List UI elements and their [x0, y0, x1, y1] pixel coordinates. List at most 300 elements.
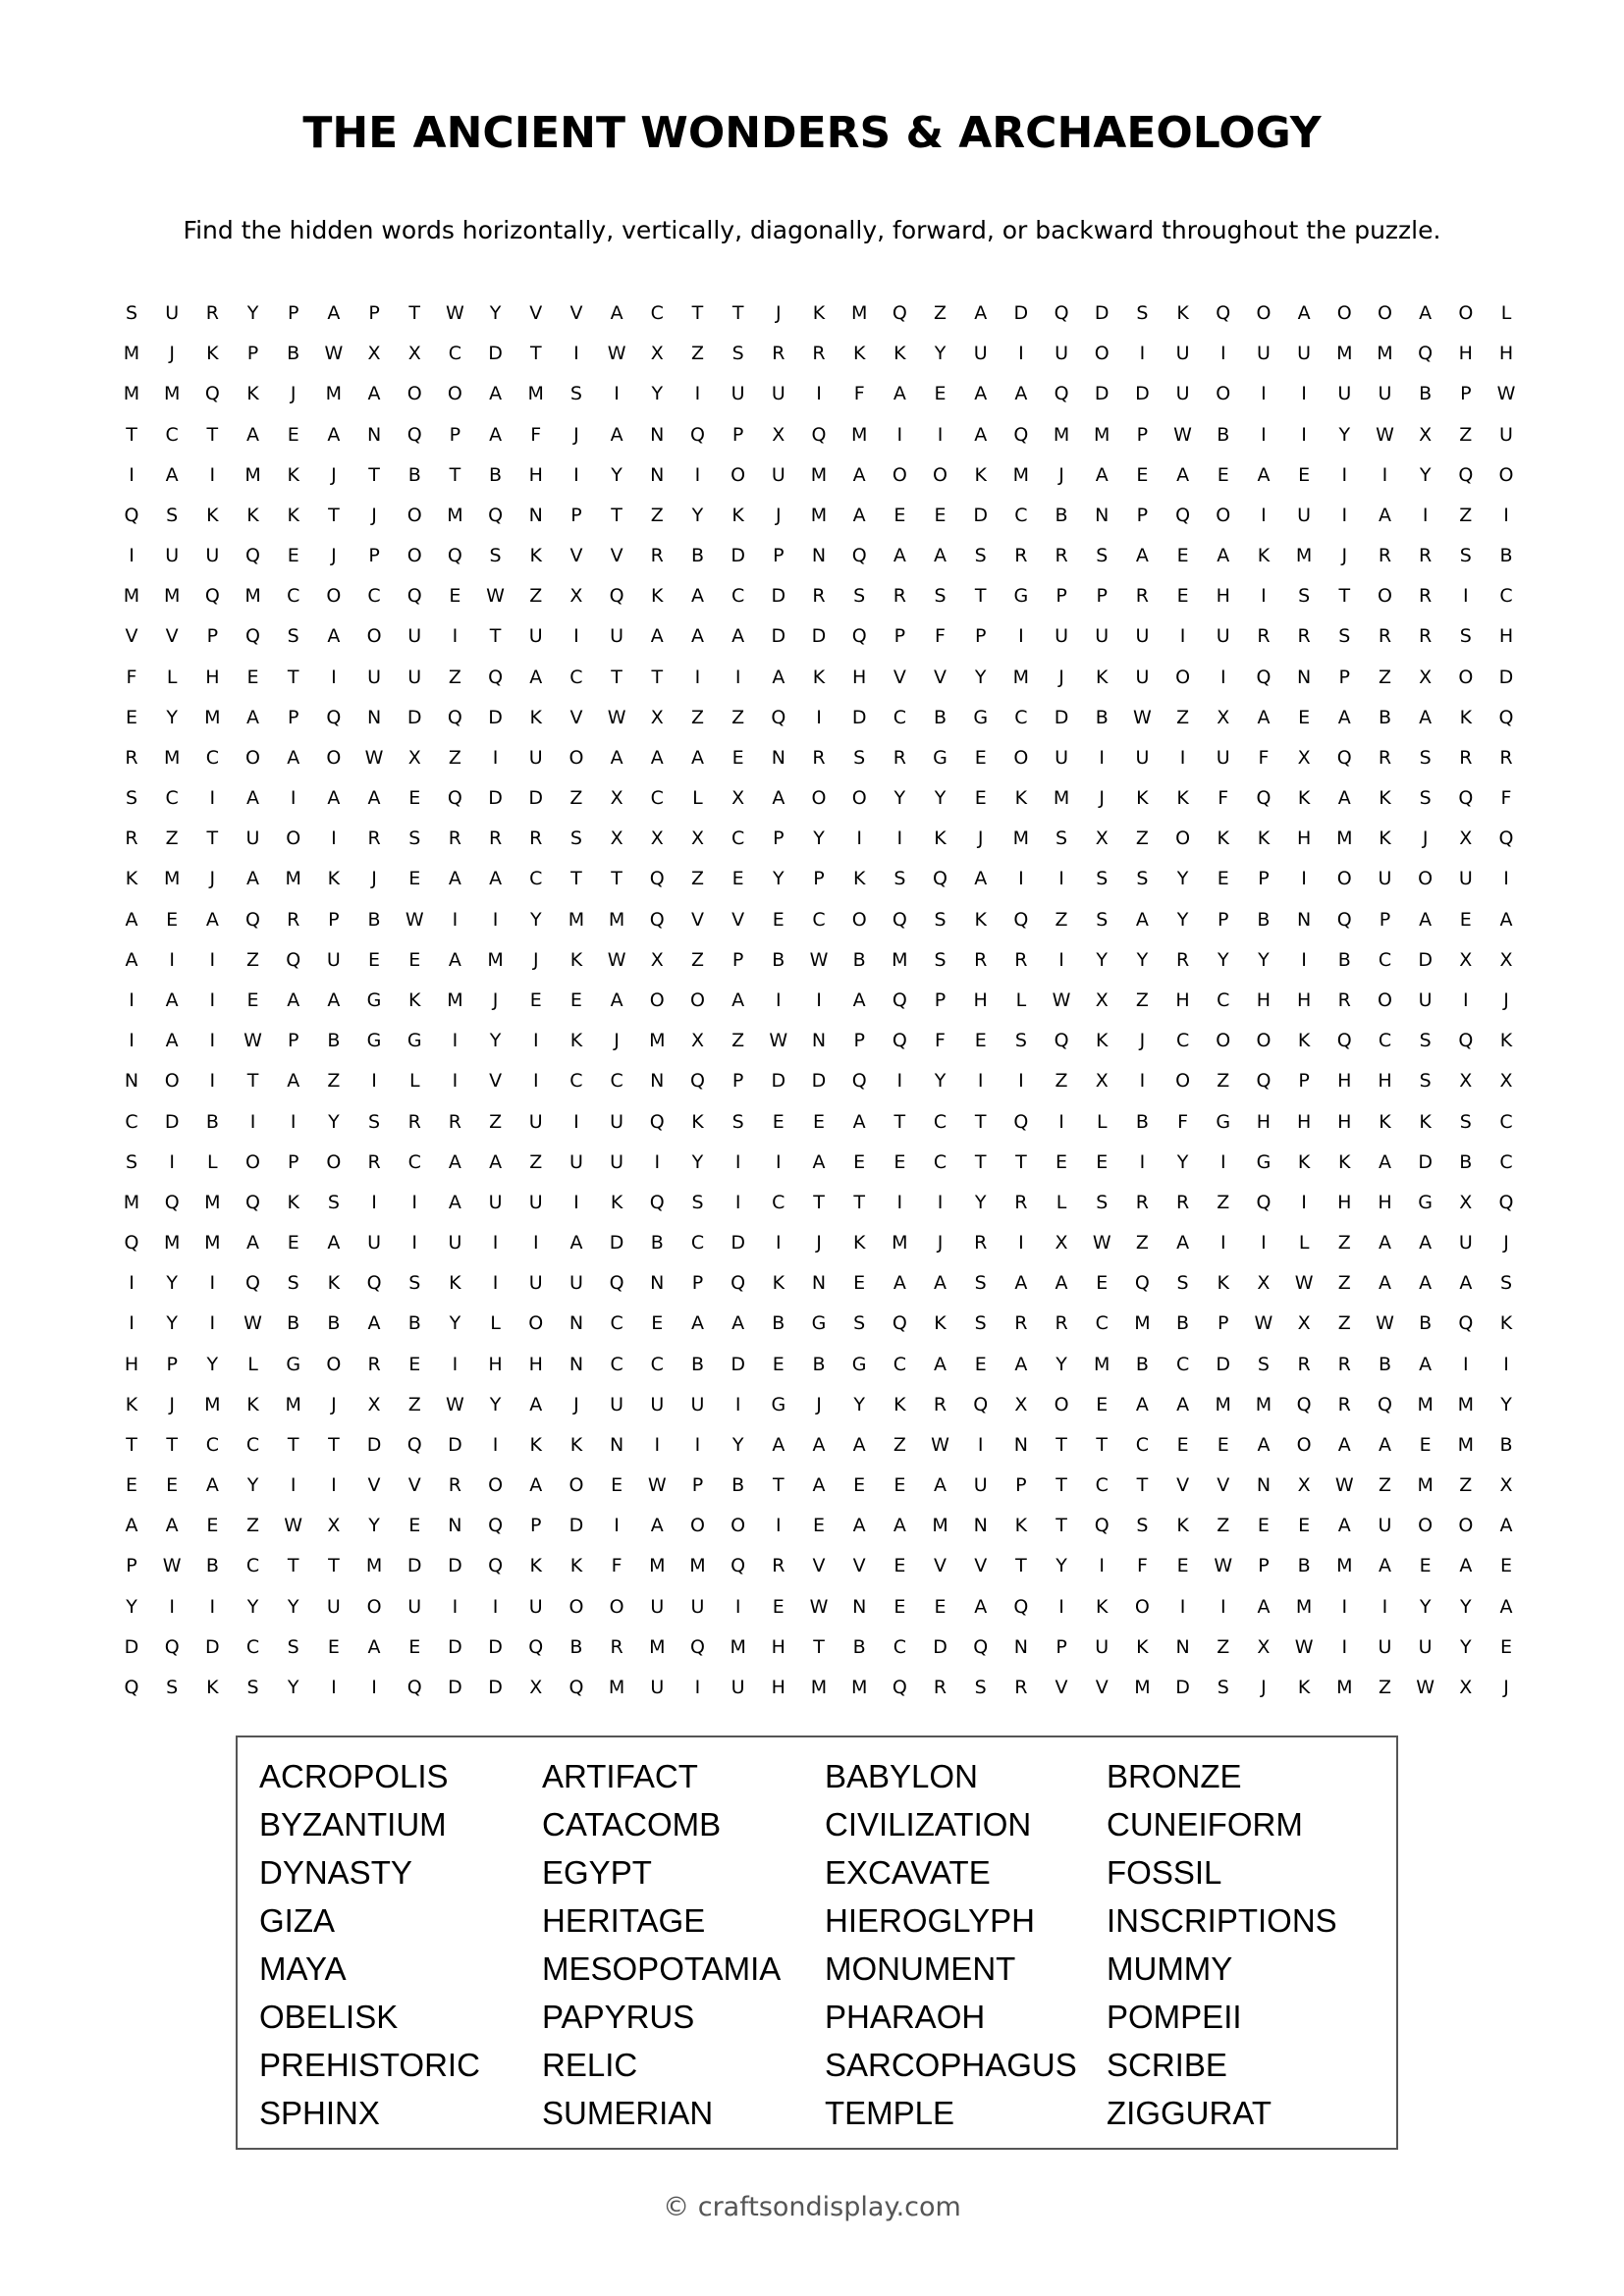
- grid-letter[interactable]: M: [568, 908, 585, 931]
- grid-letter[interactable]: R: [1014, 1677, 1028, 1698]
- grid-letter[interactable]: B: [407, 463, 421, 486]
- grid-letter[interactable]: I: [532, 1232, 539, 1255]
- grid-letter[interactable]: I: [816, 383, 822, 405]
- grid-letter[interactable]: P: [691, 1272, 704, 1295]
- grid-letter[interactable]: J: [1058, 666, 1064, 688]
- grid-letter[interactable]: Q: [689, 1070, 705, 1093]
- grid-letter[interactable]: R: [812, 343, 826, 365]
- grid-letter[interactable]: I: [776, 1232, 782, 1255]
- grid-letter[interactable]: Q: [892, 1312, 907, 1335]
- grid-letter[interactable]: Y: [1056, 1353, 1067, 1375]
- grid-letter[interactable]: Q: [528, 1635, 544, 1658]
- grid-letter[interactable]: D: [609, 1232, 624, 1255]
- grid-letter[interactable]: I: [694, 463, 701, 486]
- grid-letter[interactable]: C: [893, 706, 906, 728]
- grid-letter[interactable]: N: [650, 423, 665, 446]
- grid-letter[interactable]: L: [1298, 1232, 1310, 1255]
- grid-letter[interactable]: Z: [1459, 504, 1473, 526]
- grid-letter[interactable]: L: [166, 666, 178, 688]
- grid-letter[interactable]: K: [812, 666, 826, 688]
- grid-letter[interactable]: A: [610, 423, 623, 446]
- grid-letter[interactable]: O: [568, 1474, 584, 1497]
- grid-letter[interactable]: E: [853, 1272, 866, 1295]
- grid-letter[interactable]: Q: [164, 1191, 180, 1213]
- grid-letter[interactable]: M: [163, 868, 181, 890]
- grid-letter[interactable]: O: [731, 1515, 746, 1537]
- grid-letter[interactable]: R: [1014, 948, 1028, 971]
- grid-letter[interactable]: A: [529, 1393, 543, 1415]
- grid-letter[interactable]: U: [528, 625, 543, 648]
- grid-letter[interactable]: A: [1176, 1393, 1190, 1415]
- grid-letter[interactable]: Q: [1256, 666, 1272, 688]
- grid-letter[interactable]: I: [452, 1595, 459, 1618]
- grid-letter[interactable]: O: [326, 585, 342, 608]
- grid-letter[interactable]: E: [1499, 1555, 1512, 1577]
- grid-letter[interactable]: Q: [609, 585, 624, 608]
- grid-letter[interactable]: D: [1418, 948, 1433, 971]
- grid-letter[interactable]: T: [974, 585, 987, 608]
- grid-letter[interactable]: A: [1378, 1150, 1391, 1173]
- grid-letter[interactable]: M: [204, 706, 221, 728]
- grid-letter[interactable]: M: [892, 948, 908, 971]
- grid-letter[interactable]: A: [327, 989, 341, 1011]
- grid-letter[interactable]: R: [529, 828, 543, 850]
- grid-letter[interactable]: B: [933, 706, 947, 728]
- grid-letter[interactable]: D: [448, 1635, 462, 1658]
- grid-letter[interactable]: C: [205, 1433, 219, 1456]
- grid-letter[interactable]: X: [1459, 1191, 1473, 1213]
- grid-letter[interactable]: M: [447, 504, 463, 526]
- grid-letter[interactable]: O: [406, 504, 422, 526]
- grid-letter[interactable]: T: [166, 1433, 178, 1456]
- grid-letter[interactable]: Y: [206, 1353, 219, 1375]
- grid-letter[interactable]: I: [1099, 1555, 1106, 1577]
- grid-letter[interactable]: Z: [1217, 1635, 1230, 1658]
- grid-letter[interactable]: E: [974, 746, 987, 769]
- grid-letter[interactable]: C: [1014, 706, 1028, 728]
- grid-letter[interactable]: E: [1096, 1150, 1109, 1173]
- grid-letter[interactable]: I: [734, 666, 741, 688]
- grid-letter[interactable]: V: [489, 1070, 503, 1093]
- grid-letter[interactable]: B: [690, 545, 704, 567]
- grid-letter[interactable]: N: [1297, 666, 1312, 688]
- grid-letter[interactable]: Y: [287, 1677, 299, 1698]
- grid-letter[interactable]: P: [1056, 1635, 1067, 1658]
- grid-letter[interactable]: E: [1217, 1433, 1229, 1456]
- grid-letter[interactable]: R: [1014, 545, 1028, 567]
- grid-letter[interactable]: S: [1136, 1515, 1149, 1537]
- grid-letter[interactable]: N: [811, 1272, 827, 1295]
- grid-letter[interactable]: T: [611, 666, 623, 688]
- grid-letter[interactable]: P: [1379, 908, 1391, 931]
- grid-letter[interactable]: G: [1013, 585, 1029, 608]
- grid-letter[interactable]: M: [892, 1232, 908, 1255]
- grid-letter[interactable]: G: [366, 1030, 382, 1052]
- grid-letter[interactable]: B: [1378, 1353, 1391, 1375]
- grid-letter[interactable]: P: [773, 545, 785, 567]
- grid-letter[interactable]: D: [528, 787, 544, 810]
- grid-letter[interactable]: E: [246, 666, 259, 688]
- grid-letter[interactable]: E: [1217, 463, 1229, 486]
- grid-letter[interactable]: A: [852, 1433, 866, 1456]
- grid-letter[interactable]: U: [1055, 343, 1068, 365]
- grid-letter[interactable]: A: [1419, 1232, 1433, 1255]
- grid-letter[interactable]: Q: [1256, 787, 1272, 810]
- grid-letter[interactable]: A: [489, 383, 503, 405]
- grid-letter[interactable]: I: [1261, 423, 1267, 446]
- grid-letter[interactable]: N: [650, 1272, 665, 1295]
- grid-letter[interactable]: D: [488, 1635, 503, 1658]
- grid-letter[interactable]: Q: [1054, 383, 1069, 405]
- grid-letter[interactable]: I: [492, 1272, 499, 1295]
- grid-letter[interactable]: I: [129, 989, 135, 1011]
- grid-letter[interactable]: Q: [649, 1110, 665, 1133]
- grid-letter[interactable]: I: [290, 1474, 297, 1497]
- grid-letter[interactable]: R: [367, 1353, 381, 1375]
- grid-letter[interactable]: Q: [1175, 504, 1191, 526]
- grid-letter[interactable]: R: [1459, 746, 1473, 769]
- grid-letter[interactable]: W: [1052, 989, 1071, 1011]
- grid-letter[interactable]: E: [368, 948, 381, 971]
- grid-letter[interactable]: A: [246, 868, 260, 890]
- grid-letter[interactable]: R: [1175, 948, 1190, 971]
- grid-letter[interactable]: M: [285, 868, 301, 890]
- grid-letter[interactable]: S: [1499, 1272, 1513, 1295]
- grid-letter[interactable]: I: [1018, 625, 1024, 648]
- grid-letter[interactable]: Q: [568, 1677, 584, 1698]
- grid-letter[interactable]: C: [569, 1070, 583, 1093]
- grid-letter[interactable]: A: [205, 908, 219, 931]
- grid-letter[interactable]: U: [650, 1677, 665, 1698]
- grid-letter[interactable]: B: [772, 948, 785, 971]
- grid-letter[interactable]: Y: [1419, 1595, 1432, 1618]
- grid-letter[interactable]: U: [610, 625, 624, 648]
- grid-letter[interactable]: T: [126, 1433, 137, 1456]
- grid-letter[interactable]: F: [853, 383, 865, 405]
- grid-letter[interactable]: W: [1334, 1474, 1354, 1497]
- grid-letter[interactable]: Z: [1217, 1191, 1230, 1213]
- grid-letter[interactable]: D: [731, 545, 745, 567]
- grid-letter[interactable]: Q: [366, 1272, 382, 1295]
- grid-letter[interactable]: B: [731, 1474, 745, 1497]
- grid-letter[interactable]: K: [529, 1555, 542, 1577]
- grid-letter[interactable]: R: [812, 746, 826, 769]
- grid-letter[interactable]: Y: [368, 1515, 380, 1537]
- grid-letter[interactable]: K: [287, 1191, 299, 1213]
- grid-letter[interactable]: S: [408, 1272, 421, 1295]
- grid-letter[interactable]: E: [974, 1030, 987, 1052]
- grid-letter[interactable]: S: [1096, 908, 1109, 931]
- grid-letter[interactable]: W: [607, 948, 626, 971]
- grid-letter[interactable]: U: [528, 1191, 543, 1213]
- grid-letter[interactable]: J: [1139, 1030, 1146, 1052]
- grid-letter[interactable]: I: [1058, 1110, 1064, 1133]
- grid-letter[interactable]: B: [1378, 706, 1391, 728]
- grid-letter[interactable]: O: [1256, 302, 1272, 324]
- grid-letter[interactable]: W: [486, 585, 505, 608]
- grid-letter[interactable]: K: [893, 1393, 906, 1415]
- grid-letter[interactable]: A: [1135, 545, 1149, 567]
- grid-letter[interactable]: F: [1500, 787, 1512, 810]
- grid-letter[interactable]: A: [1499, 1515, 1513, 1537]
- grid-letter[interactable]: A: [569, 1232, 583, 1255]
- grid-letter[interactable]: A: [1499, 1595, 1513, 1618]
- grid-letter[interactable]: V: [934, 1555, 947, 1577]
- grid-letter[interactable]: S: [1257, 1353, 1270, 1375]
- grid-letter[interactable]: I: [209, 1070, 216, 1093]
- grid-letter[interactable]: M: [850, 423, 868, 446]
- grid-letter[interactable]: A: [1217, 545, 1230, 567]
- grid-letter[interactable]: Q: [1418, 343, 1434, 365]
- grid-letter[interactable]: Z: [934, 302, 947, 324]
- grid-letter[interactable]: K: [691, 1110, 704, 1133]
- grid-letter[interactable]: A: [1055, 1272, 1068, 1295]
- grid-letter[interactable]: Q: [1498, 1191, 1514, 1213]
- grid-letter[interactable]: K: [934, 1312, 947, 1335]
- grid-letter[interactable]: I: [371, 1677, 377, 1698]
- grid-letter[interactable]: K: [974, 908, 987, 931]
- grid-letter[interactable]: B: [367, 908, 381, 931]
- grid-letter[interactable]: Q: [1013, 1595, 1029, 1618]
- grid-letter[interactable]: Q: [1094, 1515, 1110, 1537]
- grid-letter[interactable]: N: [650, 1070, 665, 1093]
- grid-letter[interactable]: Q: [892, 908, 907, 931]
- grid-letter[interactable]: A: [367, 787, 381, 810]
- grid-letter[interactable]: A: [772, 1433, 785, 1456]
- grid-letter[interactable]: Z: [690, 868, 704, 890]
- grid-letter[interactable]: U: [488, 1191, 503, 1213]
- grid-letter[interactable]: Q: [488, 504, 504, 526]
- grid-letter[interactable]: U: [165, 545, 180, 567]
- grid-letter[interactable]: U: [326, 948, 341, 971]
- grid-letter[interactable]: C: [1499, 1110, 1513, 1133]
- grid-letter[interactable]: I: [1381, 1595, 1388, 1618]
- grid-letter[interactable]: S: [569, 828, 582, 850]
- grid-letter[interactable]: C: [731, 585, 745, 608]
- grid-letter[interactable]: A: [934, 545, 947, 567]
- grid-letter[interactable]: P: [530, 1515, 542, 1537]
- grid-letter[interactable]: S: [974, 1312, 987, 1335]
- grid-letter[interactable]: X: [1459, 1070, 1473, 1093]
- grid-letter[interactable]: A: [205, 1474, 219, 1497]
- grid-letter[interactable]: Y: [166, 1272, 178, 1295]
- grid-letter[interactable]: I: [129, 463, 135, 486]
- grid-letter[interactable]: E: [569, 989, 582, 1011]
- grid-letter[interactable]: Y: [611, 463, 623, 486]
- grid-letter[interactable]: Z: [1459, 423, 1473, 446]
- grid-letter[interactable]: C: [407, 1150, 421, 1173]
- grid-letter[interactable]: H: [1256, 1110, 1272, 1133]
- grid-letter[interactable]: O: [568, 1595, 584, 1618]
- grid-letter[interactable]: E: [1257, 1515, 1270, 1537]
- grid-letter[interactable]: S: [368, 1110, 381, 1133]
- grid-letter[interactable]: C: [569, 666, 583, 688]
- grid-letter[interactable]: A: [1378, 504, 1391, 526]
- grid-letter[interactable]: R: [1419, 625, 1433, 648]
- grid-letter[interactable]: I: [694, 666, 701, 688]
- grid-letter[interactable]: V: [569, 706, 583, 728]
- grid-letter[interactable]: T: [813, 1191, 825, 1213]
- grid-letter[interactable]: O: [1216, 1030, 1231, 1052]
- grid-letter[interactable]: Q: [731, 1555, 746, 1577]
- grid-letter[interactable]: U: [407, 625, 422, 648]
- grid-letter[interactable]: X: [772, 423, 785, 446]
- grid-letter[interactable]: H: [1378, 1070, 1392, 1093]
- grid-letter[interactable]: K: [125, 868, 138, 890]
- grid-letter[interactable]: B: [1095, 706, 1109, 728]
- grid-letter[interactable]: M: [204, 1191, 221, 1213]
- grid-letter[interactable]: A: [934, 1353, 947, 1375]
- grid-letter[interactable]: Q: [245, 545, 260, 567]
- grid-letter[interactable]: B: [1419, 1312, 1433, 1335]
- grid-letter[interactable]: D: [1418, 1150, 1433, 1173]
- grid-letter[interactable]: M: [1417, 1474, 1434, 1497]
- grid-letter[interactable]: I: [1341, 504, 1348, 526]
- grid-letter[interactable]: A: [1014, 383, 1028, 405]
- grid-letter[interactable]: A: [610, 302, 623, 324]
- grid-letter[interactable]: Y: [731, 1433, 744, 1456]
- grid-letter[interactable]: T: [246, 1070, 259, 1093]
- grid-letter[interactable]: Z: [246, 948, 260, 971]
- grid-letter[interactable]: H: [771, 1635, 785, 1658]
- grid-letter[interactable]: M: [487, 948, 504, 971]
- grid-letter[interactable]: E: [893, 1150, 906, 1173]
- grid-letter[interactable]: D: [731, 1232, 745, 1255]
- grid-letter[interactable]: A: [1337, 1433, 1351, 1456]
- grid-letter[interactable]: Q: [406, 423, 422, 446]
- grid-letter[interactable]: P: [691, 1474, 704, 1497]
- grid-letter[interactable]: W: [364, 746, 384, 769]
- grid-letter[interactable]: E: [1298, 463, 1311, 486]
- grid-letter[interactable]: Y: [934, 343, 947, 365]
- grid-letter[interactable]: X: [1459, 1677, 1473, 1698]
- grid-letter[interactable]: Y: [1176, 1150, 1189, 1173]
- grid-letter[interactable]: I: [694, 383, 701, 405]
- grid-letter[interactable]: M: [1094, 1353, 1110, 1375]
- grid-letter[interactable]: O: [1094, 343, 1110, 365]
- grid-letter[interactable]: D: [448, 1433, 462, 1456]
- grid-letter[interactable]: G: [973, 706, 989, 728]
- grid-letter[interactable]: C: [245, 1635, 260, 1658]
- grid-letter[interactable]: I: [452, 1353, 459, 1375]
- grid-letter[interactable]: C: [165, 787, 179, 810]
- grid-letter[interactable]: E: [651, 1312, 664, 1335]
- grid-letter[interactable]: I: [1503, 504, 1509, 526]
- grid-letter[interactable]: I: [1341, 1635, 1348, 1658]
- grid-letter[interactable]: E: [812, 1515, 825, 1537]
- grid-letter[interactable]: O: [568, 746, 584, 769]
- grid-letter[interactable]: E: [772, 1595, 785, 1618]
- grid-letter[interactable]: D: [488, 706, 503, 728]
- grid-letter[interactable]: K: [852, 868, 866, 890]
- grid-letter[interactable]: C: [933, 1110, 947, 1133]
- grid-letter[interactable]: R: [933, 1393, 947, 1415]
- grid-letter[interactable]: U: [731, 1677, 745, 1698]
- grid-letter[interactable]: E: [893, 504, 906, 526]
- grid-letter[interactable]: B: [650, 1232, 664, 1255]
- grid-letter[interactable]: Q: [245, 908, 260, 931]
- grid-letter[interactable]: I: [734, 1150, 741, 1173]
- grid-letter[interactable]: Q: [1256, 1191, 1272, 1213]
- grid-letter[interactable]: T: [1015, 1555, 1027, 1577]
- grid-letter[interactable]: N: [811, 545, 827, 567]
- grid-letter[interactable]: L: [1056, 1191, 1067, 1213]
- grid-letter[interactable]: Q: [1336, 908, 1352, 931]
- grid-letter[interactable]: K: [934, 828, 947, 850]
- grid-letter[interactable]: R: [1419, 545, 1433, 567]
- grid-letter[interactable]: M: [1012, 828, 1030, 850]
- grid-letter[interactable]: R: [1014, 1312, 1028, 1335]
- grid-letter[interactable]: V: [1176, 1474, 1190, 1497]
- grid-letter[interactable]: S: [166, 1677, 179, 1698]
- grid-letter[interactable]: Y: [893, 787, 906, 810]
- grid-letter[interactable]: M: [204, 1393, 221, 1415]
- grid-letter[interactable]: P: [1218, 908, 1229, 931]
- grid-letter[interactable]: U: [1135, 666, 1150, 688]
- grid-letter[interactable]: B: [287, 1312, 300, 1335]
- grid-letter[interactable]: J: [169, 1393, 175, 1415]
- grid-letter[interactable]: Y: [1500, 1393, 1512, 1415]
- grid-letter[interactable]: U: [650, 1393, 665, 1415]
- grid-letter[interactable]: A: [650, 746, 664, 769]
- grid-letter[interactable]: U: [165, 302, 180, 324]
- grid-letter[interactable]: P: [1298, 1070, 1310, 1093]
- grid-letter[interactable]: Z: [1135, 989, 1149, 1011]
- grid-letter[interactable]: M: [1336, 1555, 1353, 1577]
- grid-letter[interactable]: U: [1175, 383, 1190, 405]
- grid-letter[interactable]: W: [607, 706, 626, 728]
- grid-letter[interactable]: O: [851, 908, 867, 931]
- grid-letter[interactable]: A: [125, 1515, 138, 1537]
- grid-letter[interactable]: T: [651, 666, 664, 688]
- grid-letter[interactable]: S: [731, 343, 744, 365]
- grid-letter[interactable]: Q: [1256, 1070, 1272, 1093]
- grid-letter[interactable]: P: [368, 545, 380, 567]
- grid-letter[interactable]: T: [773, 1474, 785, 1497]
- grid-letter[interactable]: D: [851, 706, 867, 728]
- grid-letter[interactable]: Y: [853, 1393, 865, 1415]
- grid-letter[interactable]: O: [892, 463, 907, 486]
- grid-letter[interactable]: M: [1417, 1393, 1434, 1415]
- grid-letter[interactable]: C: [610, 1070, 623, 1093]
- grid-letter[interactable]: P: [368, 302, 380, 324]
- grid-letter[interactable]: I: [209, 463, 216, 486]
- grid-letter[interactable]: J: [776, 302, 782, 324]
- grid-letter[interactable]: I: [1422, 504, 1429, 526]
- grid-letter[interactable]: H: [205, 666, 220, 688]
- grid-letter[interactable]: R: [1419, 585, 1433, 608]
- grid-letter[interactable]: T: [1096, 1433, 1109, 1456]
- grid-letter[interactable]: X: [1095, 1070, 1109, 1093]
- grid-letter[interactable]: J: [1261, 1677, 1267, 1698]
- grid-letter[interactable]: T: [328, 1555, 340, 1577]
- grid-letter[interactable]: A: [489, 423, 503, 446]
- grid-letter[interactable]: U: [771, 383, 785, 405]
- grid-letter[interactable]: L: [1015, 989, 1027, 1011]
- grid-letter[interactable]: Y: [1258, 948, 1270, 971]
- grid-letter[interactable]: M: [1336, 343, 1353, 365]
- grid-letter[interactable]: I: [371, 1191, 377, 1213]
- grid-letter[interactable]: O: [488, 1474, 504, 1497]
- grid-letter[interactable]: Q: [609, 1272, 624, 1295]
- grid-letter[interactable]: U: [1216, 625, 1230, 648]
- grid-letter[interactable]: Q: [488, 1555, 504, 1577]
- grid-letter[interactable]: Y: [1460, 1595, 1472, 1618]
- grid-letter[interactable]: S: [287, 1635, 299, 1658]
- grid-letter[interactable]: O: [1418, 1515, 1434, 1537]
- grid-letter[interactable]: A: [690, 1312, 704, 1335]
- grid-letter[interactable]: U: [1135, 625, 1150, 648]
